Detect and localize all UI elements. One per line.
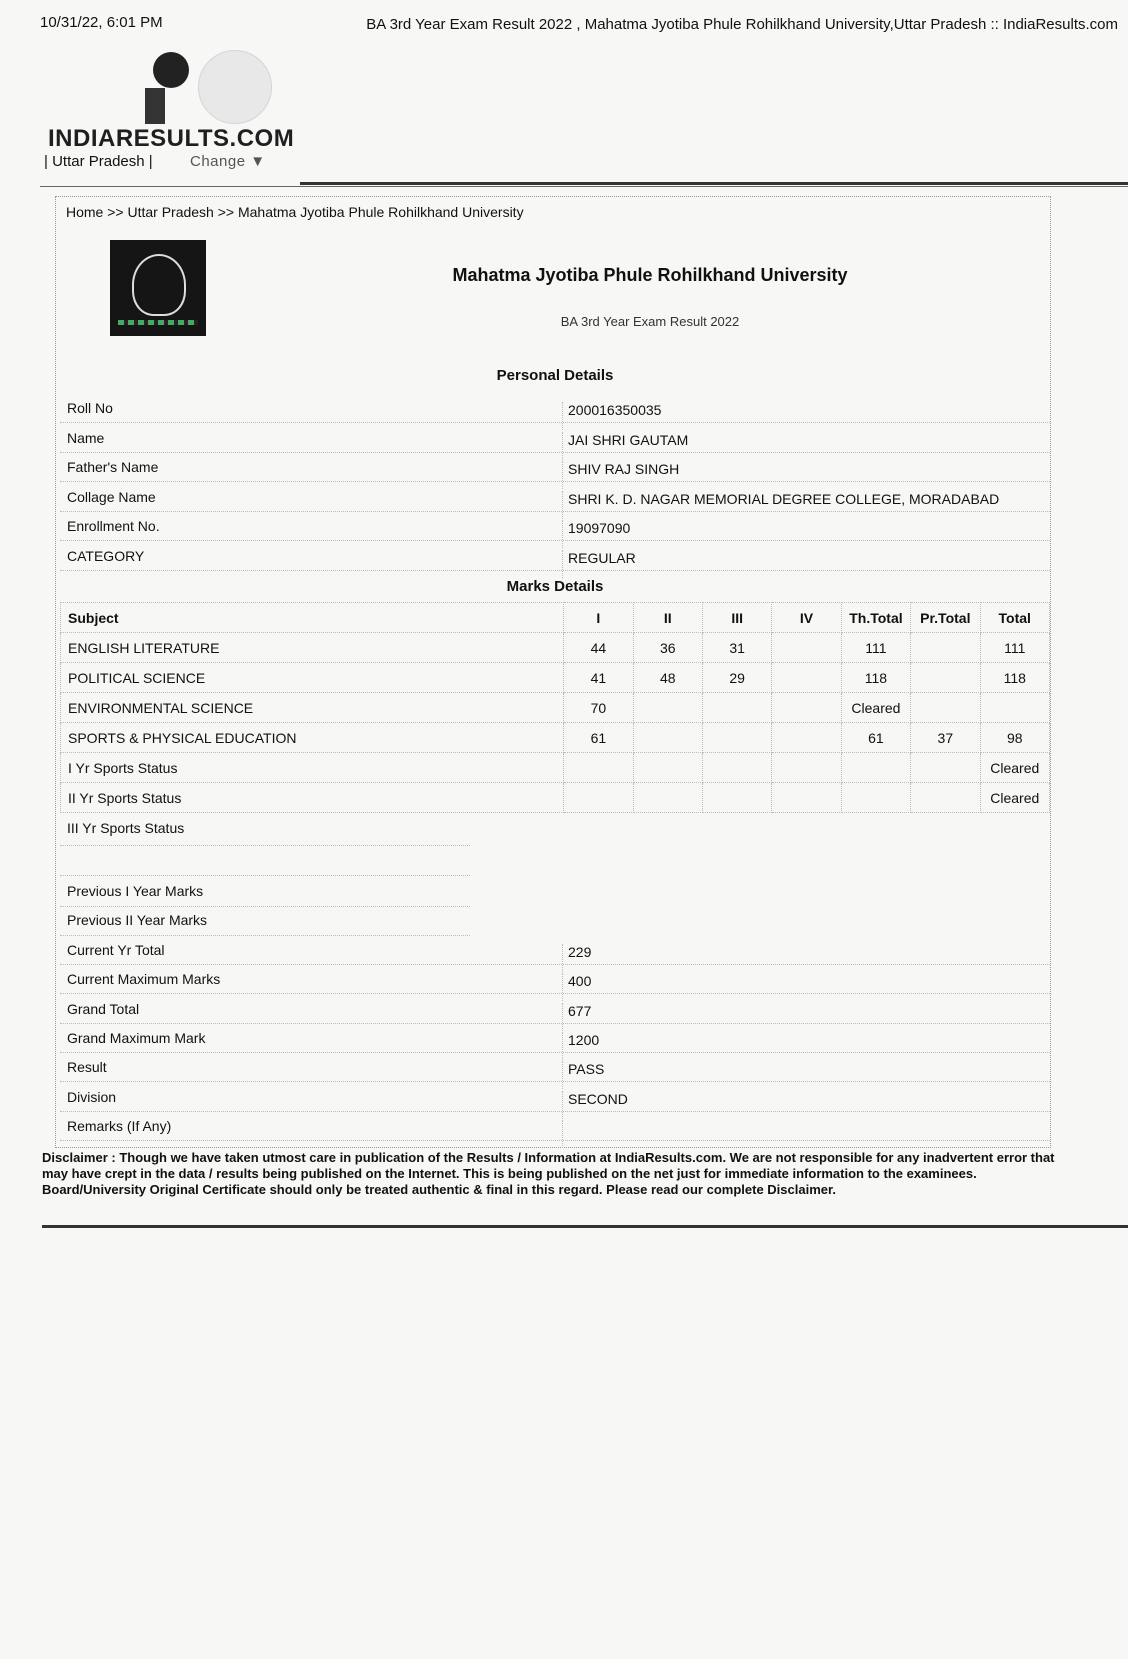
summary-row (60, 1083, 1050, 1112)
marks-cell: 61 (841, 723, 910, 753)
table-row (61, 633, 1050, 663)
marks-cell: 41 (564, 663, 633, 693)
summary-label: Remarks (If Any) (67, 1117, 172, 1134)
marks-cell (772, 783, 841, 813)
summary-row (60, 1024, 1050, 1053)
marks-cell (564, 753, 633, 783)
marks-cell: 29 (702, 663, 771, 693)
summary-value: 677 (562, 1003, 591, 1031)
print-date: 10/31/22, 6:01 PM (40, 14, 163, 31)
print-header (40, 14, 1118, 38)
marks-cell (980, 693, 1049, 723)
marks-cell: Cleared (980, 783, 1049, 813)
marks-cell: 44 (564, 633, 633, 663)
marks-cell (911, 753, 980, 783)
summary-row (60, 1112, 1050, 1141)
field-label: CATEGORY (67, 547, 145, 564)
summary-value: 229 (562, 944, 591, 972)
subject-cell: ENVIRONMENTAL SCIENCE (61, 693, 564, 723)
column-header: Total (980, 603, 1049, 633)
marks-cell: 37 (911, 723, 980, 753)
field-label: Collage Name (67, 488, 156, 505)
marks-cell: 36 (633, 633, 702, 663)
column-header: Th.Total (841, 603, 910, 633)
marks-cell (911, 693, 980, 723)
table-row (61, 753, 1050, 783)
third-year-sports-label: III Yr Sports Status (67, 820, 185, 836)
subject-cell: II Yr Sports Status (61, 783, 564, 813)
marks-cell: Cleared (841, 693, 910, 723)
marks-cell: Cleared (980, 753, 1049, 783)
divider (60, 845, 470, 847)
marks-cell (911, 663, 980, 693)
marks-cell (772, 633, 841, 663)
subject-cell: POLITICAL SCIENCE (61, 663, 564, 693)
personal-row (60, 483, 1050, 512)
marks-cell: 98 (980, 723, 1049, 753)
breadcrumb[interactable]: Home >> Uttar Pradesh >> Mahatma Jyotiba Phule Rohilkhand University (66, 204, 524, 220)
summary-value: 1200 (562, 1032, 599, 1060)
marks-cell (772, 663, 841, 693)
column-header: Subject (61, 603, 564, 633)
state-map-icon (198, 50, 272, 124)
summary-label: Current Yr Total (67, 942, 165, 958)
marks-cell (633, 753, 702, 783)
summary-row (60, 965, 1050, 994)
previous-second-year-label: Previous II Year Marks (67, 912, 208, 928)
summary-value: 400 (562, 973, 591, 1001)
disclaimer: Disclaimer : Though we have taken utmost care in publication of the Results / Information at IndiaResults.com. We are not responsible for any inadvertent error that may have crept in the data / results being published on the Internet. This is being published on the net just for immediate information to the examinees. Board/University Original Certificate should only be treated authentic & final in this regard. Please read our complete Disclaimer. (42, 1150, 1055, 1197)
field-label: Enrollment No. (67, 518, 160, 534)
table-row (61, 663, 1050, 693)
summary-label: Division (67, 1088, 117, 1105)
marks-cell (702, 723, 771, 753)
previous-first-year-label: Previous I Year Marks (67, 883, 204, 899)
marks-cell (911, 783, 980, 813)
summary-label: Grand Maximum Mark (67, 1029, 206, 1046)
column-header: IV (772, 603, 841, 633)
marks-cell: 31 (702, 633, 771, 663)
subject-cell: ENGLISH LITERATURE (61, 633, 564, 663)
summary-value: PASS (562, 1061, 604, 1089)
marks-cell (702, 783, 771, 813)
personal-row (60, 394, 1050, 423)
footer-divider (42, 1225, 1128, 1228)
university-name: Mahatma Jyotiba Phule Rohilkhand University (452, 265, 848, 285)
marks-cell (633, 783, 702, 813)
field-label: Roll No (67, 400, 113, 416)
field-value: SHRI K. D. NAGAR MEMORIAL DEGREE COLLEGE, MORADABAD (562, 491, 999, 519)
personal-details-heading: Personal Details (496, 367, 614, 384)
field-value: REGULAR (562, 550, 636, 578)
column-header: I (564, 603, 633, 633)
table-row (61, 783, 1050, 813)
field-value: 19097090 (562, 520, 630, 548)
field-value: 200016350035 (562, 402, 661, 430)
summary-label: Current Maximum Marks (67, 971, 221, 988)
field-label: Name (67, 429, 105, 446)
column-header: III (702, 603, 771, 633)
print-title: BA 3rd Year Exam Result 2022 , Mahatma Jyotiba Phule Rohilkhand University,Uttar Pradesh :: IndiaResults.com (366, 16, 1118, 33)
summary-value (562, 1120, 568, 1148)
summary-row (60, 936, 1050, 965)
marks-cell (772, 753, 841, 783)
marks-cell: 111 (841, 633, 910, 663)
marks-cell: 118 (841, 663, 910, 693)
marks-cell: 118 (980, 663, 1049, 693)
marks-cell (633, 693, 702, 723)
column-header: II (633, 603, 702, 633)
summary-row (60, 1053, 1050, 1082)
subject-cell: I Yr Sports Status (61, 753, 564, 783)
divider (60, 906, 470, 908)
marks-cell (772, 693, 841, 723)
table-row (61, 693, 1050, 723)
exam-name: BA 3rd Year Exam Result 2022 (560, 314, 740, 329)
marks-table (60, 602, 1050, 813)
personal-row (60, 453, 1050, 482)
person-icon (143, 50, 203, 125)
change-state-link[interactable]: Change ▼ (190, 153, 266, 170)
marks-cell (633, 723, 702, 753)
personal-row (60, 542, 1050, 571)
summary-label: Result (67, 1059, 107, 1076)
marks-cell: 111 (980, 633, 1049, 663)
site-logo[interactable] (44, 50, 295, 175)
header-divider-thin (40, 186, 1128, 187)
marks-cell (702, 753, 771, 783)
header-divider (300, 182, 1128, 185)
marks-details-heading: Marks Details (506, 578, 604, 595)
marks-cell: 48 (633, 663, 702, 693)
table-row (61, 723, 1050, 753)
subject-cell: SPORTS & PHYSICAL EDUCATION (61, 723, 564, 753)
state-label: | Uttar Pradesh | (44, 153, 153, 170)
marks-cell (841, 783, 910, 813)
personal-row (60, 512, 1050, 541)
marks-cell (564, 783, 633, 813)
divider (60, 875, 470, 877)
field-value: SHIV RAJ SINGH (562, 461, 679, 489)
university-seal-icon (110, 240, 206, 336)
marks-cell: 70 (564, 693, 633, 723)
marks-cell: 61 (564, 723, 633, 753)
marks-cell (772, 723, 841, 753)
marks-cell (702, 693, 771, 723)
column-header: Pr.Total (911, 603, 980, 633)
site-brand: INDIARESULTS.COM (48, 125, 295, 152)
field-value: JAI SHRI GAUTAM (562, 432, 688, 460)
summary-row (60, 995, 1050, 1024)
personal-row (60, 424, 1050, 453)
summary-label: Grand Total (67, 1000, 140, 1017)
marks-cell (911, 633, 980, 663)
field-label: Father's Name (67, 459, 159, 475)
summary-value: SECOND (562, 1091, 628, 1119)
marks-cell (841, 753, 910, 783)
